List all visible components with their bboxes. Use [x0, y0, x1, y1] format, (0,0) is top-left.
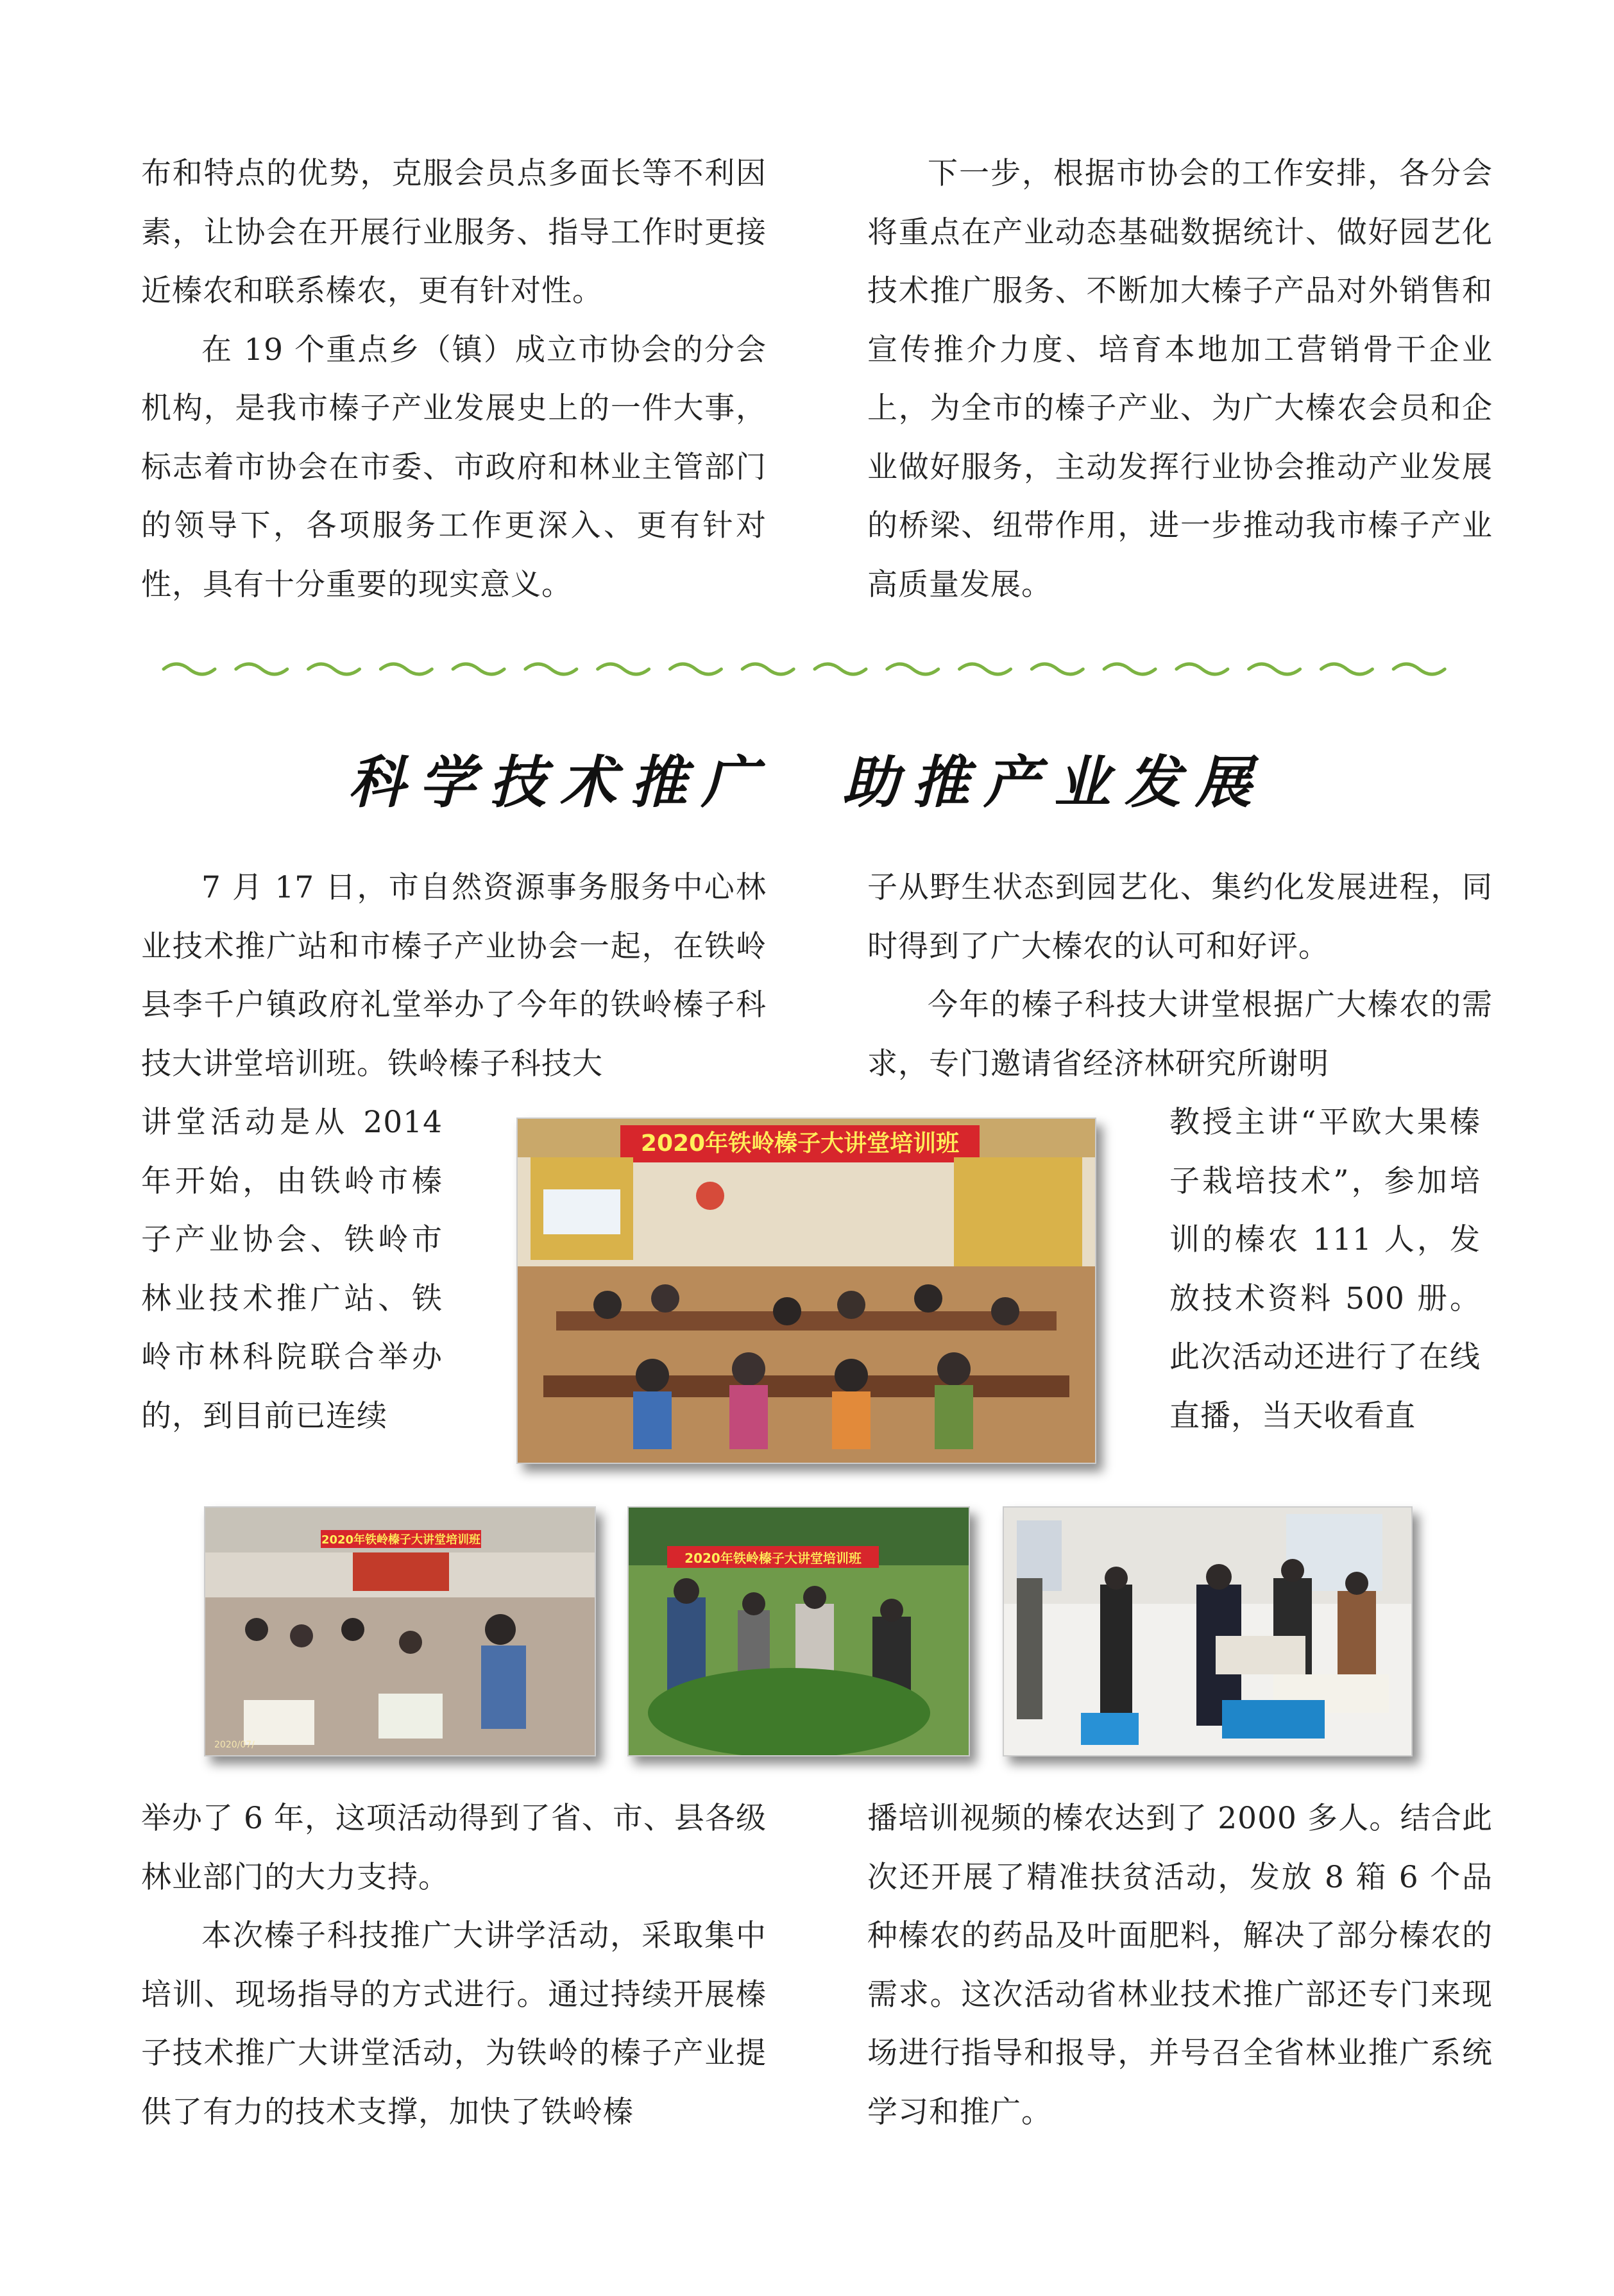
- banner-text: 2020年铁岭榛子大讲堂培训班: [321, 1533, 481, 1547]
- bottom-right-column: [867, 1789, 1493, 2141]
- wave-ornament: [1032, 664, 1083, 674]
- paragraph: 教授主讲“平欧大果榛子栽培技术”，参加培训的榛农 111 人，发放技术资料 500 册。此次活动还进行了在线直播，当天收看直: [1169, 1105, 1481, 1434]
- field-guidance-photo: [627, 1506, 970, 1756]
- wave-ornament: [1321, 664, 1372, 674]
- top-left-column: [141, 144, 767, 614]
- date-stamp: 2020/07/: [214, 1740, 255, 1750]
- mid-left-narrow-column: [141, 1093, 443, 1445]
- paragraph: 在 19 个重点乡（镇）成立市协会的分会机构，是我市榛子产业发展史上的一件大事，标志着市协会在市委、市政府和林业主管部门的领导下，各项服务工作更深入、更有针对性，具有十分重要的现实意义。: [141, 332, 767, 602]
- wave-ornament: [1249, 664, 1300, 674]
- wave-ornament: [380, 664, 432, 674]
- paragraph: 下一步，根据市协会的工作安排，各分会将重点在产业动态基础数据统计、做好园艺化技术推广服务、不断加大榛子产品对外销售和宣传推介力度、培育本地加工营销骨干企业上，为全市的榛子产业、为广大榛农会员和企业做好服务，主动发挥行业协会推动产业发展的桥梁、纽带作用，进一步推动我市榛子产业高质量发展。: [867, 156, 1493, 602]
- wave-ornament: [236, 664, 287, 674]
- mid-left-column: [141, 858, 767, 1093]
- wave-ornament: [164, 664, 215, 674]
- lecture-photo: [204, 1506, 596, 1756]
- wave-ornament: [815, 664, 866, 674]
- mid-right-narrow-column: [1169, 1093, 1481, 1445]
- bottom-left-column: [141, 1789, 767, 2141]
- paragraph: 讲堂活动是从 2014 年开始，由铁岭市榛子产业协会、铁岭市林业技术推广站、铁岭市林科院联合举办的，到目前已连续: [141, 1105, 443, 1434]
- training-hall-photo: [516, 1118, 1096, 1464]
- wave-divider: [157, 653, 1459, 685]
- wave-ornament: [742, 664, 794, 674]
- wave-ornament: [309, 664, 360, 674]
- wave-ornament: [1177, 664, 1228, 674]
- wave-ornament: [1393, 664, 1445, 674]
- wave-ornament: [1104, 664, 1155, 674]
- top-right-column: [867, 144, 1493, 614]
- banner-text: 2020年铁岭榛子大讲堂培训班: [640, 1130, 960, 1157]
- wave-ornament: [960, 664, 1011, 674]
- mid-right-column: [867, 858, 1493, 1093]
- wave-ornament: [525, 664, 577, 674]
- distribution-photo: [1003, 1506, 1413, 1756]
- banner-text: 2020年铁岭榛子大讲堂培训班: [684, 1551, 862, 1566]
- paragraph: 今年的榛子科技大讲堂根据广大榛农的需求，专门邀请省经济林研究所谢明: [867, 987, 1493, 1082]
- paragraph: 7 月 17 日，市自然资源事务服务中心林业技术推广站和市榛子产业协会一起，在铁岭县李千户镇政府礼堂举办了今年的铁岭榛子科技大讲堂培训班。铁岭榛子科技大: [141, 870, 767, 1082]
- wave-ornament: [670, 664, 721, 674]
- paragraph: 举办了 6 年，这项活动得到了省、市、县各级林业部门的大力支持。: [141, 1801, 767, 1895]
- paragraph: 播培训视频的榛农达到了 2000 多人。结合此次还开展了精准扶贫活动，发放 8 箱 6 个品种榛农的药品及叶面肥料，解决了部分榛农的需求。这次活动省林业技术推广部还专门来现场进行指导和报导，并号召全省林业推广系统学习和推广。: [867, 1801, 1493, 2130]
- wave-ornament: [598, 664, 649, 674]
- paragraph: 本次榛子科技推广大讲学活动，采取集中培训、现场指导的方式进行。通过持续开展榛子技术推广大讲堂活动，为铁岭的榛子产业提供了有力的技术支撑，加快了铁岭榛: [141, 1918, 767, 2130]
- article-title: 科学技术推广 助推产业发展: [348, 749, 1266, 815]
- wave-ornament: [453, 664, 504, 674]
- wave-ornament: [887, 664, 939, 674]
- paragraph: 布和特点的优势，克服会员点多面长等不利因素，让协会在开展行业服务、指导工作时更接近榛农和联系榛农，更有针对性。: [141, 156, 767, 309]
- paragraph: 子从野生状态到园艺化、集约化发展进程，同时得到了广大榛农的认可和好评。: [867, 870, 1493, 964]
